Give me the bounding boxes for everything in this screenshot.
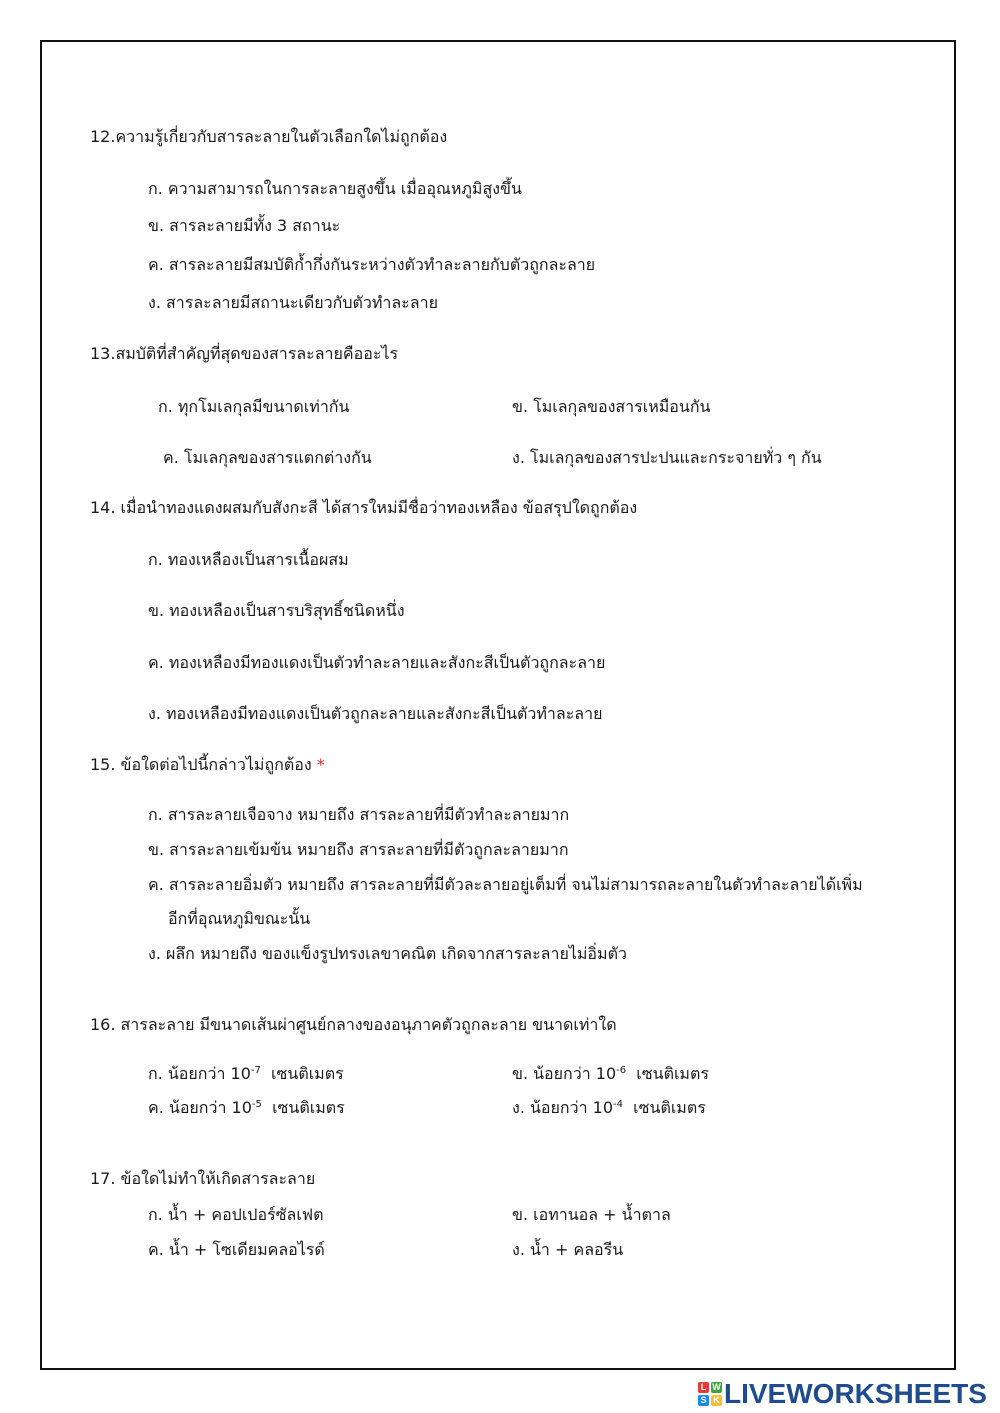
brand-name: LIVEWORKSHEETS: [724, 1378, 987, 1409]
question-17-text: 17. ข้อใดไม่ทำให้เกิดสารละลาย: [90, 1169, 316, 1188]
logo-cell-2: W: [712, 1382, 721, 1392]
q17-option-d[interactable]: ง. น้ำ + คลอรีน: [512, 1240, 624, 1259]
q16-option-d-prefix: ง. น้อยกว่า 10: [512, 1098, 614, 1117]
q12-option-a[interactable]: ก. ความสามารถในการละลายสูงขึ้น เมื่ออุณหภูมิสูงขึ้น: [148, 179, 522, 198]
q16-option-c-exponent: -5: [251, 1099, 262, 1110]
q16-option-a-unit: เซนติเมตร: [271, 1064, 344, 1083]
q13-option-d[interactable]: ง. โมเลกุลของสารปะปนและกระจายทั่ว ๆ กัน: [512, 448, 822, 467]
q16-option-a[interactable]: [148, 1063, 344, 1085]
q13-option-a[interactable]: ก. ทุกโมเลกุลมีขนาดเท่ากัน: [158, 397, 350, 416]
q16-option-c-unit: เซนติเมตร: [272, 1098, 345, 1117]
q16-option-d[interactable]: [512, 1097, 706, 1119]
q15-option-b[interactable]: ข. สารละลายเข้มข้น หมายถึง สารละลายที่มีตัวถูกละลายมาก: [148, 840, 569, 859]
logo-cell-4: K: [711, 1395, 722, 1406]
logo-icon: [698, 1382, 722, 1406]
question-15: [90, 754, 325, 776]
q15-option-c-continued: อีกที่อุณหภูมิขณะนั้น: [168, 909, 311, 928]
required-asterisk: *: [316, 755, 325, 774]
logo-cell-1: L: [698, 1382, 709, 1393]
q16-option-a-prefix: ก. น้อยกว่า 10: [148, 1064, 251, 1083]
question-16-text: 16. สารละลาย มีขนาดเส้นผ่าศูนย์กลางของอนุภาคตัวถูกละลาย ขนาดเท่าใด: [90, 1015, 617, 1034]
question-14-text: 14. เมื่อนำทองแดงผสมกับสังกะสี ได้สารใหม่มีชื่อว่าทองเหลือง ข้อสรุปใดถูกต้อง: [90, 498, 638, 517]
question-13-text: 13.สมบัติที่สำคัญที่สุดของสารละลายคืออะไร: [90, 344, 399, 363]
q15-option-c[interactable]: ค. สารละลายอิ่มตัว หมายถึง สารละลายที่มีตัวละลายอยู่เต็มที่ จนไม่สามารถละลายในตัวทำละลายได้เพิ่ม: [148, 875, 863, 894]
q13-option-c[interactable]: ค. โมเลกุลของสารแตกต่างกัน: [163, 448, 372, 467]
liveworksheets-logo[interactable]: [698, 1378, 998, 1410]
q16-option-c[interactable]: [148, 1097, 345, 1119]
q12-option-c[interactable]: ค. สารละลายมีสมบัติก้ำกึ่งกันระหว่างตัวทำละลายกับตัวถูกละลาย: [148, 255, 596, 274]
q16-option-b[interactable]: [512, 1063, 709, 1085]
q17-option-b[interactable]: ข. เอทานอล + น้ำตาล: [512, 1205, 671, 1224]
q14-option-b[interactable]: ข. ทองเหลืองเป็นสารบริสุทธิ์ชนิดหนึ่ง: [148, 601, 405, 620]
q16-option-b-prefix: ข. น้อยกว่า 10: [512, 1064, 617, 1083]
question-15-text: 15. ข้อใดต่อไปนี้กล่าวไม่ถูกต้อง: [90, 755, 312, 774]
q14-option-d[interactable]: ง. ทองเหลืองมีทองแดงเป็นตัวถูกละลายและสังกะสีเป็นตัวทำละลาย: [148, 704, 603, 723]
q16-option-d-exponent: -4: [613, 1099, 623, 1110]
q16-option-d-unit: เซนติเมตร: [633, 1098, 706, 1117]
q14-option-a[interactable]: ก. ทองเหลืองเป็นสารเนื้อผสม: [148, 550, 349, 569]
q16-option-b-unit: เซนติเมตร: [636, 1064, 709, 1083]
q15-option-a[interactable]: ก. สารละลายเจือจาง หมายถึง สารละลายที่มีตัวทำละลายมาก: [148, 805, 570, 824]
q16-option-b-exponent: -6: [616, 1065, 627, 1076]
q16-option-c-prefix: ค. น้อยกว่า 10: [148, 1098, 252, 1117]
question-12-text: 12.ความรู้เกี่ยวกับสารละลายในตัวเลือกใดไม่ถูกต้อง: [90, 127, 448, 146]
q14-option-c[interactable]: ค. ทองเหลืองมีทองแดงเป็นตัวทำละลายและสังกะสีเป็นตัวถูกละลาย: [148, 653, 606, 672]
q13-option-b[interactable]: ข. โมเลกุลของสารเหมือนกัน: [512, 397, 711, 416]
q17-option-a[interactable]: ก. น้ำ + คอปเปอร์ซัลเฟต: [148, 1205, 324, 1224]
q16-option-a-exponent: -7: [250, 1065, 261, 1076]
logo-cell-3: S: [698, 1395, 709, 1406]
q15-option-d[interactable]: ง. ผลึก หมายถึง ของแข็งรูปทรงเลขาคณิต เกิดจากสารละลายไม่อิ่มตัว: [148, 944, 627, 963]
q12-option-b[interactable]: ข. สารละลายมีทั้ง 3 สถานะ: [148, 216, 341, 235]
q17-option-c[interactable]: ค. น้ำ + โซเดียมคลอไรด์: [148, 1240, 325, 1259]
q12-option-d[interactable]: ง. สารละลายมีสถานะเดียวกับตัวทำละลาย: [148, 293, 438, 312]
